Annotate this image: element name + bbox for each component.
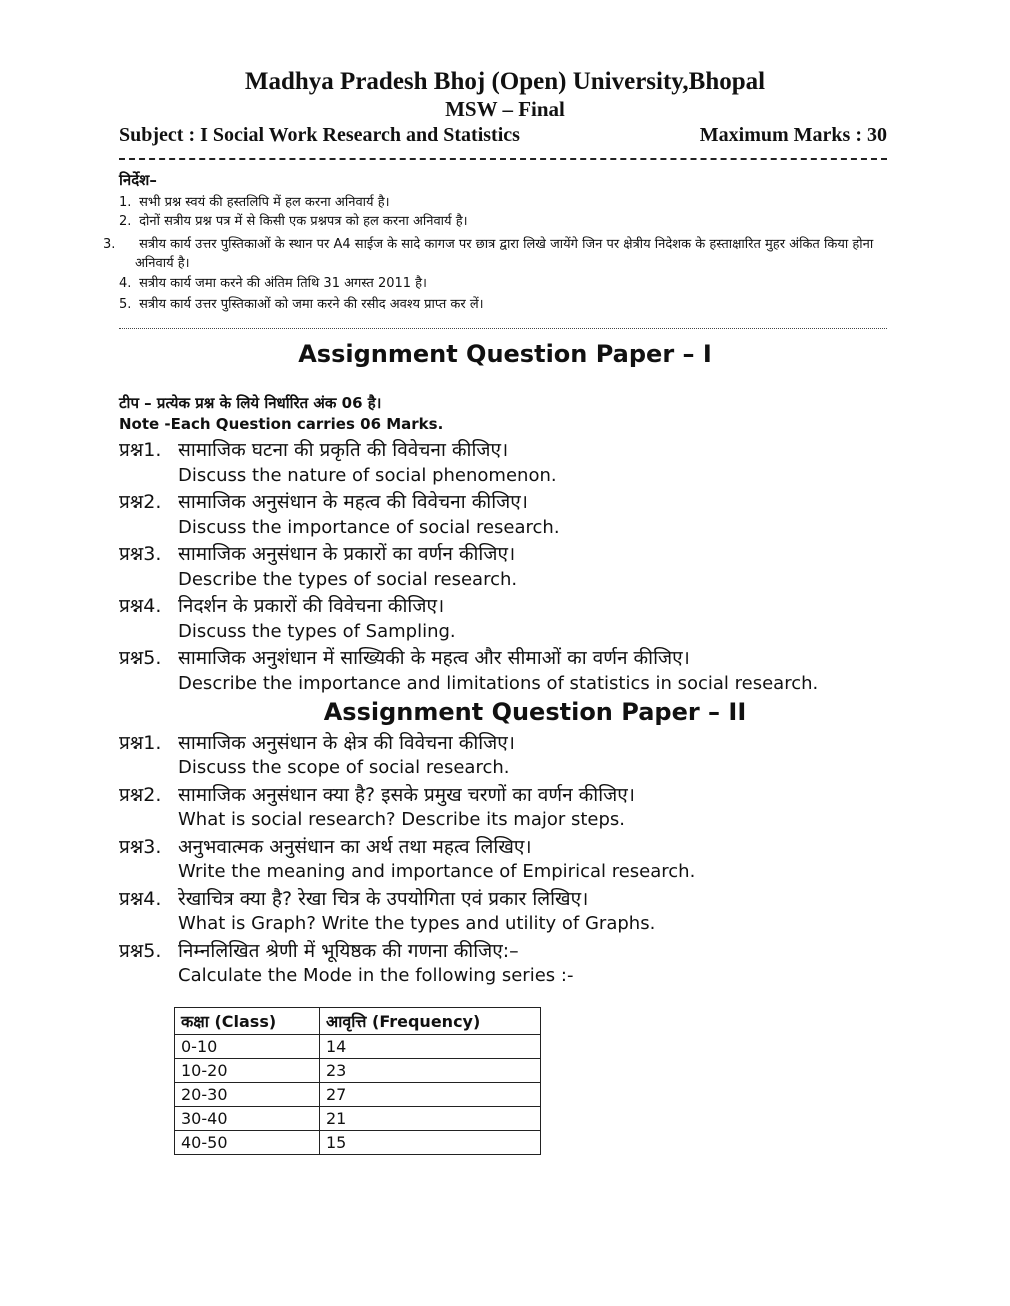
table-cell-frequency: 15 xyxy=(320,1131,541,1155)
question-english: What is social research? Describe its major steps. xyxy=(178,809,626,830)
instruction-text: सभी प्रश्न स्वयं की हस्तलिपि में हल करना अनिवार्य है। xyxy=(139,195,390,210)
paper1-heading: Assignment Question Paper – I xyxy=(298,340,712,368)
instruction-text: सत्रीय कार्य जमा करने की अंतिम तिथि 31 अगस्त 2011 है। xyxy=(139,276,427,291)
question-english: Discuss the importance of social research. xyxy=(178,517,560,538)
paper1-tip-hindi: टीप – प्रत्येक प्रश्न के लिये निर्धारित अंक 06 है। xyxy=(119,394,382,412)
course-title: MSW – Final xyxy=(445,97,565,121)
table-cell-class: 40-50 xyxy=(175,1131,320,1155)
instruction-item xyxy=(119,212,889,231)
instruction-item xyxy=(119,295,889,314)
question-number: प्रश्न1. xyxy=(119,439,162,461)
question-english: Write the meaning and importance of Empirical research. xyxy=(178,861,696,882)
table-cell-class: 30-40 xyxy=(175,1107,320,1131)
question-number: प्रश्न5. xyxy=(119,940,162,962)
question-hindi: सामाजिक अनुसंधान क्या है? इसके प्रमुख चरणों का वर्णन कीजिए। xyxy=(178,784,635,806)
instruction-number: 1. xyxy=(119,195,132,210)
paper1-note-english: Note -Each Question carries 06 Marks. xyxy=(119,415,444,433)
university-title: Madhya Pradesh Bhoj (Open) University,Bhopal xyxy=(244,68,766,95)
instruction-item xyxy=(119,274,889,293)
instructions-divider xyxy=(119,328,887,329)
question-number: प्रश्न4. xyxy=(119,888,162,910)
table-cell-class: 0-10 xyxy=(175,1035,320,1059)
question-number: प्रश्न1. xyxy=(119,732,162,754)
table-header-class: कक्षा (Class) xyxy=(175,1008,320,1035)
paper2-heading: Assignment Question Paper – II xyxy=(323,698,747,726)
instruction-number: 2. xyxy=(119,214,132,229)
table-cell-class: 20-30 xyxy=(175,1083,320,1107)
question-hindi: सामाजिक अनुसंधान के महत्व की विवेचना कीजिए। xyxy=(178,491,528,513)
question-hindi: निदर्शन के प्रकारों की विवेचना कीजिए। xyxy=(178,595,445,617)
instruction-item xyxy=(103,235,895,273)
maximum-marks: Maximum Marks : 30 xyxy=(699,124,887,146)
question-number: प्रश्न2. xyxy=(119,784,162,806)
table-row xyxy=(175,1083,541,1107)
question-hindi: रेखाचित्र क्या है? रेखा चित्र के उपयोगिता एवं प्रकार लिखिए। xyxy=(178,888,589,910)
question-hindi: सामाजिक घटना की प्रकृति की विवेचना कीजिए। xyxy=(178,439,509,461)
question-hindi: अनुभवात्मक अनुसंधान का अर्थ तथा महत्व लिखिए। xyxy=(178,836,532,858)
table-row xyxy=(175,1035,541,1059)
question-english: Discuss the types of Sampling. xyxy=(178,621,456,642)
table-cell-frequency: 14 xyxy=(320,1035,541,1059)
question-english: Discuss the nature of social phenomenon. xyxy=(178,465,557,486)
instruction-number: 4. xyxy=(119,276,132,291)
question-hindi: सामाजिक अनुसंधान के क्षेत्र की विवेचना कीजिए। xyxy=(178,732,515,754)
question-english: Describe the importance and limitations of statistics in social research. xyxy=(178,673,819,694)
instruction-text: दोनों सत्रीय प्रश्न पत्र में से किसी एक प्रश्नपत्र को हल करना अनिवार्य है। xyxy=(139,214,468,229)
question-number: प्रश्न4. xyxy=(119,595,162,617)
table-row xyxy=(175,1107,541,1131)
subject-line: Subject : I Social Work Research and Statistics xyxy=(119,124,520,146)
question-number: प्रश्न5. xyxy=(119,647,162,669)
question-hindi: सामाजिक अनुशंधान में साख्यिकी के महत्व और सीमाओं का वर्णन कीजिए। xyxy=(178,647,690,669)
question-number: प्रश्न2. xyxy=(119,491,162,513)
table-cell-frequency: 23 xyxy=(320,1059,541,1083)
instruction-number: 3. xyxy=(103,237,116,252)
question-english: What is Graph? Write the types and utility of Graphs. xyxy=(178,913,656,934)
table-row xyxy=(175,1131,541,1155)
question-hindi: सामाजिक अनुसंधान के प्रकारों का वर्णन कीजिए। xyxy=(178,543,516,565)
question-number: प्रश्न3. xyxy=(119,543,162,565)
frequency-table xyxy=(174,1007,541,1155)
instruction-text: सत्रीय कार्य उत्तर पुस्तिकाओं के स्थान पर A4 साईज के सादे कागज पर छात्र द्वारा लिखे जायेंगे जिन पर क्षेत्रीय निदेशक के हस्ताक्षारित मुहर अंकित किया होना अनिवार्य है। xyxy=(135,237,874,271)
instructions-heading: निर्देश– xyxy=(119,171,157,189)
instruction-number: 5. xyxy=(119,297,132,312)
instruction-item xyxy=(119,193,889,212)
instruction-text: सत्रीय कार्य उत्तर पुस्तिकाओं को जमा करने की रसीद अवश्य प्राप्त कर लें। xyxy=(139,297,484,312)
table-cell-frequency: 21 xyxy=(320,1107,541,1131)
table-cell-class: 10-20 xyxy=(175,1059,320,1083)
question-hindi: निम्नलिखित श्रेणी में भूयिष्ठक की गणना कीजिए:– xyxy=(178,940,519,962)
header-divider xyxy=(119,158,887,160)
table-cell-frequency: 27 xyxy=(320,1083,541,1107)
question-english: Calculate the Mode in the following series :- xyxy=(178,965,574,986)
question-english: Discuss the scope of social research. xyxy=(178,757,510,778)
table-header-row xyxy=(175,1008,541,1035)
table-header-frequency: आवृत्ति (Frequency) xyxy=(320,1008,541,1035)
table-row xyxy=(175,1059,541,1083)
question-number: प्रश्न3. xyxy=(119,836,162,858)
question-english: Describe the types of social research. xyxy=(178,569,518,590)
